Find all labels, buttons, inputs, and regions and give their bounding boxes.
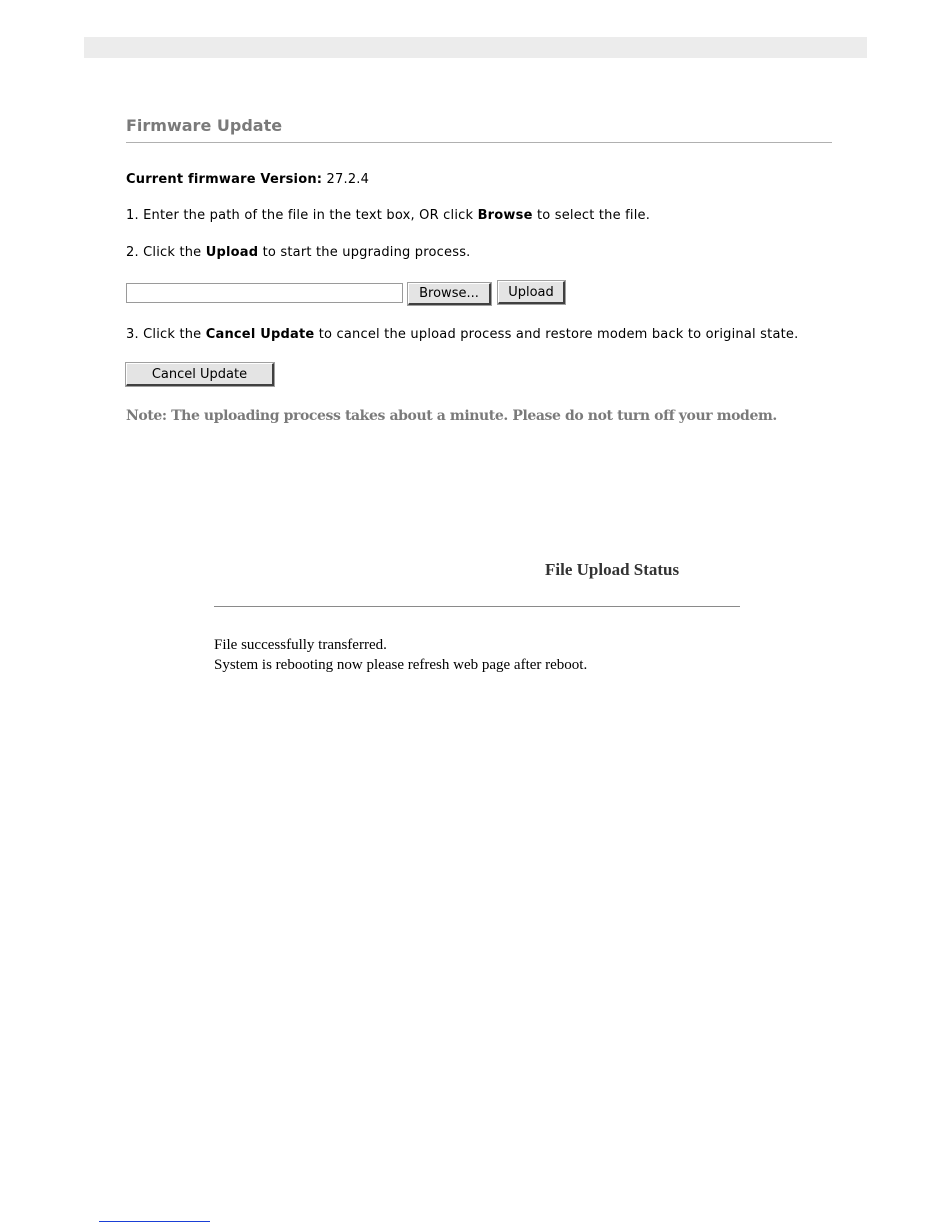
title-divider bbox=[126, 142, 832, 143]
current-version-line bbox=[126, 172, 369, 187]
step-3-prefix: 3. Click the bbox=[126, 327, 202, 342]
page-title: Firmware Update bbox=[126, 116, 283, 135]
current-version-value: 27.2.4 bbox=[326, 172, 370, 187]
upload-note: Note: The uploading process takes about a minute. Please do not turn off your modem. bbox=[126, 408, 777, 424]
step-1-suffix: to select the file. bbox=[536, 208, 651, 223]
browse-button[interactable]: Browse... bbox=[408, 283, 491, 305]
step-1-bold: Browse bbox=[477, 208, 533, 223]
upload-button[interactable]: Upload bbox=[498, 281, 565, 304]
file-path-input[interactable] bbox=[126, 283, 403, 303]
status-divider bbox=[214, 606, 740, 607]
step-2-suffix: to start the upgrading process. bbox=[262, 245, 471, 260]
current-version-label: Current firmware Version: bbox=[126, 172, 323, 187]
step-2-prefix: 2. Click the bbox=[126, 245, 202, 260]
step-2-instruction bbox=[126, 245, 471, 260]
status-title: File Upload Status bbox=[545, 560, 680, 579]
step-3-suffix: to cancel the upload process and restore modem back to original state. bbox=[318, 327, 799, 342]
step-3-instruction bbox=[126, 327, 798, 342]
step-2-bold: Upload bbox=[205, 245, 259, 260]
step-3-bold: Cancel Update bbox=[205, 327, 315, 342]
status-message-1: File successfully transferred. bbox=[214, 637, 387, 653]
footer-link-underline[interactable] bbox=[99, 1221, 210, 1222]
step-1-prefix: 1. Enter the path of the file in the text box, OR click bbox=[126, 208, 474, 223]
cancel-update-button[interactable]: Cancel Update bbox=[126, 363, 274, 386]
step-1-instruction bbox=[126, 208, 650, 223]
status-message-2: System is rebooting now please refresh web page after reboot. bbox=[214, 657, 588, 673]
top-bar bbox=[84, 37, 867, 58]
